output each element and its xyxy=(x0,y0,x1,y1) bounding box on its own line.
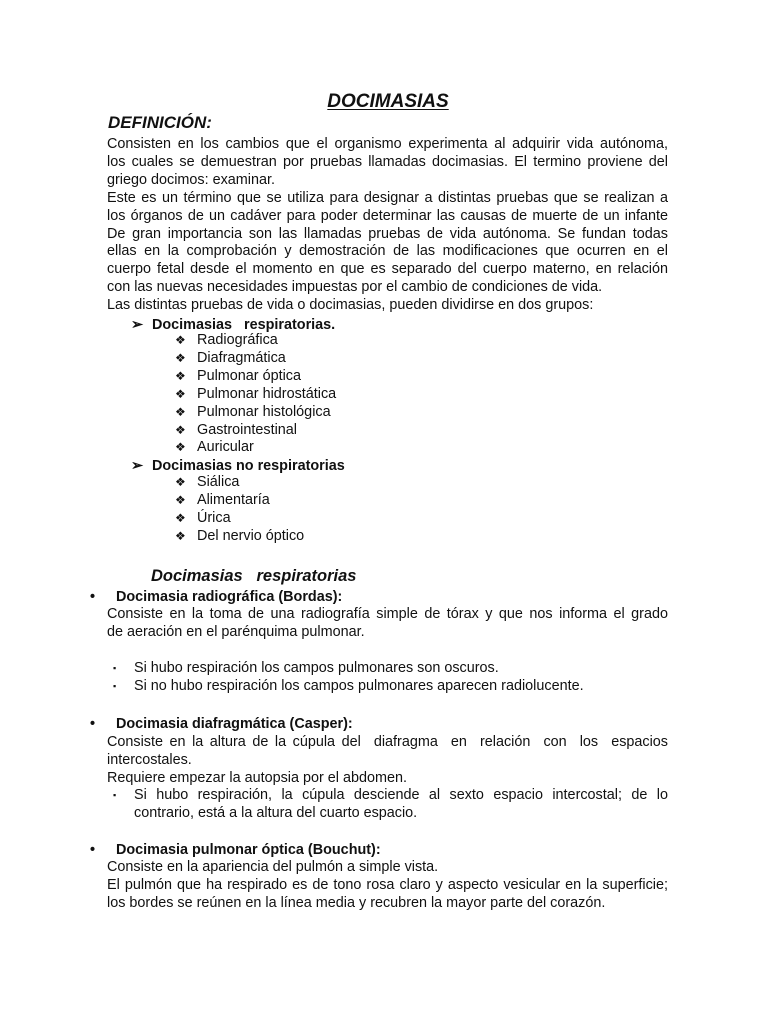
list-item xyxy=(175,528,304,546)
groups-intro: Las distintas pruebas de vida o docimasias, pueden dividirse en dos grupos: xyxy=(107,297,594,314)
group-label: Docimasias no respiratorias xyxy=(152,458,345,474)
diamond-bullet-icon: ❖ xyxy=(175,440,186,455)
arrow-bullet-icon: ➢ xyxy=(131,458,144,474)
diamond-bullet-icon: ❖ xyxy=(175,333,186,347)
list-item xyxy=(175,474,304,492)
text-line: los bordes se reúnen en la línea media y recubren la mayor parte del corazón. xyxy=(107,894,606,911)
list-item-label: Radiográfica xyxy=(197,332,278,348)
test-description xyxy=(107,859,668,913)
test-point xyxy=(113,787,668,823)
list-item-label: Auricular xyxy=(197,439,254,456)
test-point-text: Si no hubo respiración los campos pulmonares aparecen radiolucente. xyxy=(134,678,584,694)
section-title: Docimasias respiratorias xyxy=(151,567,357,585)
diamond-bullet-icon: ❖ xyxy=(175,492,186,507)
list-item-label: Pulmonar hidrostática xyxy=(197,385,337,402)
text-line: con las nuevas necesidades impuestas por el cambio de condiciones de vida. xyxy=(107,279,603,296)
text-line: Consiste en la toma de una radiografía simple de tórax y que nos informa el grado xyxy=(107,606,668,622)
list-item xyxy=(175,422,336,440)
non-respiratory-list xyxy=(175,474,304,546)
page-title: DOCIMASIAS xyxy=(327,91,449,112)
list-item xyxy=(175,350,336,368)
test-heading-radiografica xyxy=(90,588,342,606)
test-heading-diafragmatica xyxy=(90,715,353,733)
list-item-label: Pulmonar histológica xyxy=(197,403,331,420)
list-item xyxy=(175,510,304,528)
list-item xyxy=(175,368,336,386)
list-item-label: Alimentaría xyxy=(197,491,270,508)
test-point xyxy=(113,660,673,678)
text-line: de aeración en el parénquima pulmonar. xyxy=(107,623,365,640)
diamond-bullet-icon: ❖ xyxy=(175,404,186,419)
list-item-label: Siálica xyxy=(197,474,240,490)
test-description xyxy=(107,606,668,642)
bullet-icon: • xyxy=(90,842,96,858)
text-line: griego docimos: examinar. xyxy=(107,171,275,188)
test-point-text: Si hubo respiración los campos pulmonares son oscuros. xyxy=(134,660,499,676)
diamond-bullet-icon: ❖ xyxy=(175,350,186,365)
diamond-bullet-icon: ❖ xyxy=(175,368,186,383)
square-bullet-icon: ▪ xyxy=(113,663,117,673)
test-heading-label: Docimasia radiográfica (Bordas): xyxy=(116,589,343,605)
text-line: Consisten en los cambios que el organismo experimenta al adquirir vida autónoma, xyxy=(107,136,668,152)
text-line: De gran importancia son las llamadas pruebas de vida autónoma. Se fundan todas xyxy=(107,225,668,242)
text-line: los cuales se demuestran por pruebas llamadas docimasias. El termino proviene del xyxy=(107,153,668,170)
respiratory-list xyxy=(175,332,336,457)
text-line: ellas en la comprobación y demostración de las modificaciones que ocurren en el xyxy=(107,243,668,260)
text-line: intercostales. xyxy=(107,751,192,768)
square-bullet-icon: ▪ xyxy=(113,790,117,800)
list-item xyxy=(175,332,336,350)
text-line: Requiere empezar la autopsia por el abdomen. xyxy=(107,769,407,786)
group-label: Docimasias respiratorias. xyxy=(152,317,336,333)
list-item xyxy=(175,492,304,510)
text-line: cuerpo fetal desde el momento en que es separado del cuerpo materno, en relación xyxy=(107,261,668,278)
list-item-label: Pulmonar óptica xyxy=(197,367,301,384)
bullet-icon: • xyxy=(90,589,96,605)
diamond-bullet-icon: ❖ xyxy=(175,528,186,543)
definition-paragraph xyxy=(107,136,668,315)
list-item-label: Gastrointestinal xyxy=(197,421,297,438)
group-non-respiratory xyxy=(131,457,345,475)
text-line: los órganos de un cadáver para poder determinar las causas de muerte de un infante xyxy=(107,207,668,224)
list-item-label: Úrica xyxy=(197,509,231,526)
test-heading-pulmonar-optica xyxy=(90,841,381,859)
test-point-text xyxy=(134,787,668,823)
list-item xyxy=(175,439,336,457)
text-line: Este es un término que se utiliza para designar a distintas pruebas que se realizan a xyxy=(107,189,668,206)
list-item xyxy=(175,386,336,404)
diamond-bullet-icon: ❖ xyxy=(175,510,186,525)
list-item-label: Diafragmática xyxy=(197,349,286,366)
text-line: El pulmón que ha respirado es de tono rosa claro y aspecto vesicular en la superficie; xyxy=(107,876,668,893)
text-line: Consiste en la apariencia del pulmón a simple vista. xyxy=(107,859,439,875)
text-line: Si hubo respiración, la cúpula desciende al sexto espacio intercostal; de lo xyxy=(134,787,668,803)
list-item xyxy=(175,404,336,422)
list-item-label: Del nervio óptico xyxy=(197,527,305,544)
definition-heading: DEFINICIÓN: xyxy=(108,113,212,132)
diamond-bullet-icon: ❖ xyxy=(175,475,186,489)
text-line: Consiste en la altura de la cúpula del diafragma en relación con los espacios xyxy=(107,734,668,750)
test-heading-label: Docimasia diafragmática (Casper): xyxy=(116,716,353,732)
test-description xyxy=(107,734,668,788)
square-bullet-icon: ▪ xyxy=(113,681,117,691)
diamond-bullet-icon: ❖ xyxy=(175,386,186,401)
test-point xyxy=(113,678,673,696)
bullet-icon: • xyxy=(90,716,96,732)
test-heading-label: Docimasia pulmonar óptica (Bouchut): xyxy=(116,842,381,858)
text-line: contrario, está a la altura del cuarto espacio. xyxy=(134,804,418,821)
diamond-bullet-icon: ❖ xyxy=(175,422,186,437)
arrow-bullet-icon: ➢ xyxy=(131,317,144,333)
